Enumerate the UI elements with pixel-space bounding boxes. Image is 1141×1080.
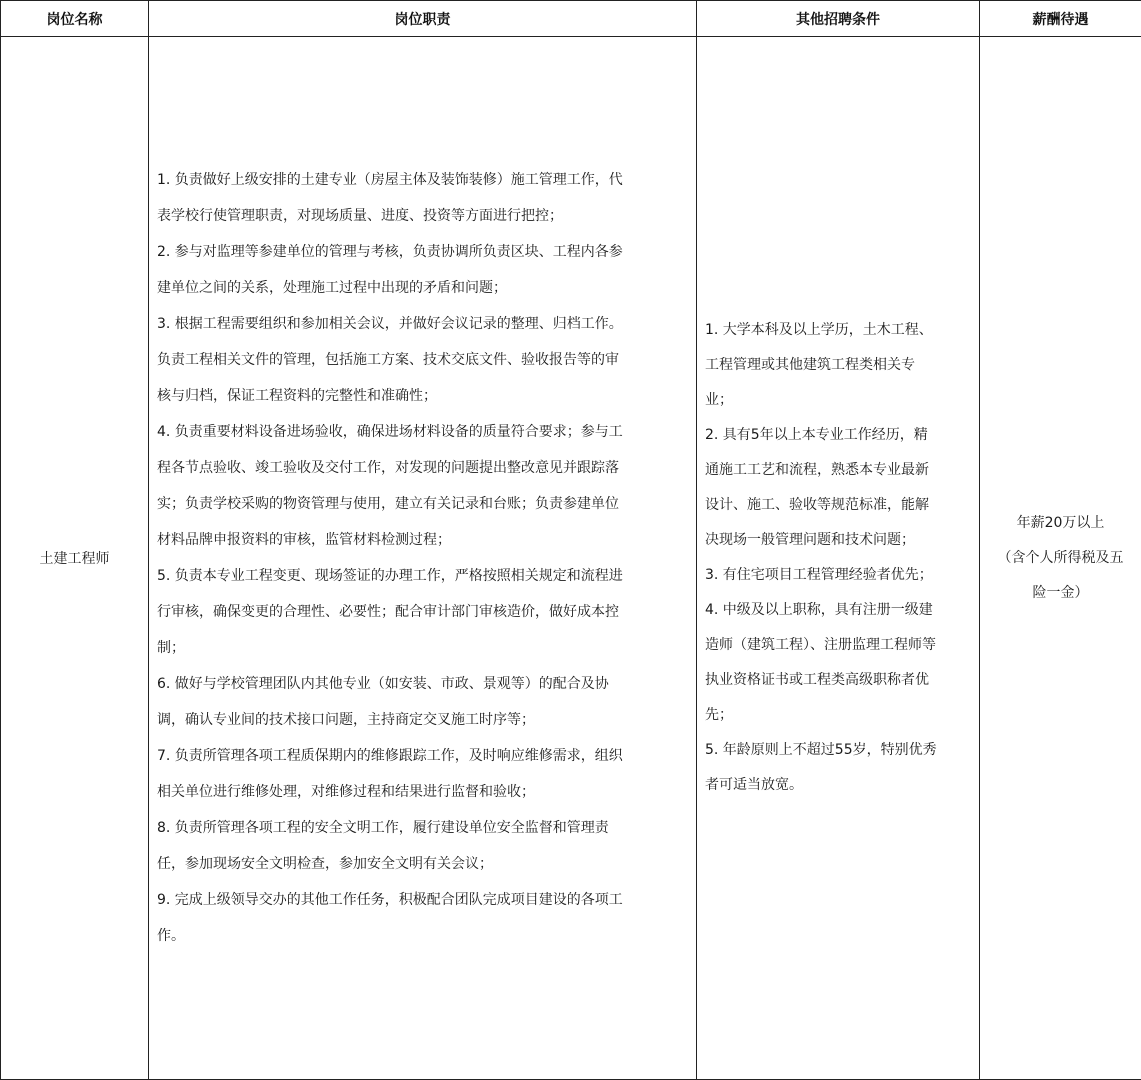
duty-item: [157, 558, 688, 666]
header-position: 岗位名称: [1, 1, 149, 37]
header-row: [1, 1, 1141, 37]
header-duties: 岗位职责: [149, 1, 697, 37]
requirement-item-line: 决现场一般管理问题和技术问题；: [705, 532, 915, 548]
duty-item: [157, 162, 688, 234]
table-row: [1, 37, 1141, 1080]
duty-item-line: 1. 负责做好上级安排的土建专业（房屋主体及装饰装修）施工管理工作，代: [157, 172, 623, 188]
duty-item-line: 实；负责学校采购的物资管理与使用，建立有关记录和台账；负责参建单位: [157, 496, 619, 512]
duty-item-line: 作。: [157, 928, 185, 944]
requirement-item-line: 执业资格证书或工程类高级职称者优: [705, 672, 929, 688]
requirements-list: [705, 313, 971, 803]
header-salary: 薪酬待遇: [980, 1, 1141, 37]
duty-item-line: 行审核，确保变更的合理性、必要性；配合审计部门审核造价，做好成本控: [157, 604, 619, 620]
header-requirements: 其他招聘条件: [697, 1, 980, 37]
duty-item-line: 调，确认专业间的技术接口问题，主持商定交叉施工时序等；: [157, 712, 535, 728]
duty-item-line: 材料品牌申报资料的审核，监管材料检测过程；: [157, 532, 451, 548]
requirement-item-line: 通施工工艺和流程，熟悉本专业最新: [705, 462, 929, 478]
requirement-item-line: 者可适当放宽。: [705, 777, 803, 793]
requirement-item-line: 先；: [705, 707, 733, 723]
requirement-item-line: 业；: [705, 392, 733, 408]
position-cell: 土建工程师: [1, 37, 149, 1080]
requirement-item: [705, 733, 971, 803]
duties-cell: [149, 37, 697, 1080]
salary-cell: [980, 37, 1141, 1080]
duty-item-line: 程各节点验收、竣工验收及交付工作，对发现的问题提出整改意见并跟踪落: [157, 460, 619, 476]
duty-item: [157, 234, 688, 306]
requirement-item-line: 5. 年龄原则上不超过55岁，特别优秀: [705, 742, 937, 758]
duty-item-line: 核与归档，保证工程资料的完整性和准确性；: [157, 388, 437, 404]
requirement-item-line: 1. 大学本科及以上学历，土木工程、: [705, 322, 933, 338]
duty-item: [157, 414, 688, 558]
duty-item-line: 7. 负责所管理各项工程质保期内的维修跟踪工作，及时响应维修需求，组织: [157, 748, 623, 764]
duty-item-line: 任，参加现场安全文明检查，参加安全文明有关会议；: [157, 856, 493, 872]
duty-item-line: 4. 负责重要材料设备进场验收，确保进场材料设备的质量符合要求；参与工: [157, 424, 623, 440]
duty-item: [157, 666, 688, 738]
requirement-item: [705, 313, 971, 418]
duty-item-line: 表学校行使管理职责，对现场质量、进度、投资等方面进行把控；: [157, 208, 563, 224]
salary-line: 年薪20万以上: [1016, 514, 1105, 531]
requirement-item-line: 3. 有住宅项目工程管理经验者优先；: [705, 567, 933, 583]
duty-item-line: 建单位之间的关系，处理施工过程中出现的矛盾和问题；: [157, 280, 507, 296]
requirements-cell: [697, 37, 980, 1080]
duty-item-line: 制；: [157, 640, 185, 656]
duty-item-line: 负责工程相关文件的管理，包括施工方案、技术交底文件、验收报告等的审: [157, 352, 619, 368]
requirement-item: [705, 593, 971, 733]
requirement-item: [705, 418, 971, 558]
duties-list: [157, 162, 688, 954]
duty-item: [157, 810, 688, 882]
duty-item-line: 9. 完成上级领导交办的其他工作任务，积极配合团队完成项目建设的各项工: [157, 892, 623, 908]
requirement-item-line: 工程管理或其他建筑工程类相关专: [705, 357, 915, 373]
requirement-item: [705, 558, 971, 593]
salary-line: （含个人所得税及五: [997, 549, 1124, 566]
duty-item-line: 6. 做好与学校管理团队内其他专业（如安装、市政、景观等）的配合及协: [157, 676, 609, 692]
duty-item: [157, 738, 688, 810]
duty-item: [157, 882, 688, 954]
requirement-item-line: 造师（建筑工程）、注册监理工程师等: [705, 637, 936, 653]
requirement-item-line: 2. 具有5年以上本专业工作经历，精: [705, 427, 928, 443]
duty-item-line: 相关单位进行维修处理，对维修过程和结果进行监督和验收；: [157, 784, 535, 800]
requirement-item-line: 4. 中级及以上职称，具有注册一级建: [705, 602, 933, 618]
duty-item: [157, 306, 688, 414]
salary-line: 险一金）: [1032, 584, 1089, 601]
duty-item-line: 2. 参与对监理等参建单位的管理与考核，负责协调所负责区块、工程内各参: [157, 244, 623, 260]
duty-item-line: 8. 负责所管理各项工程的安全文明工作，履行建设单位安全监督和管理责: [157, 820, 609, 836]
duty-item-line: 5. 负责本专业工程变更、现场签证的办理工作，严格按照相关规定和流程进: [157, 568, 623, 584]
salary-text: [988, 506, 1133, 611]
requirement-item-line: 设计、施工、验收等规范标准，能解: [705, 497, 929, 513]
duty-item-line: 3. 根据工程需要组织和参加相关会议，并做好会议记录的整理、归档工作。: [157, 316, 623, 332]
